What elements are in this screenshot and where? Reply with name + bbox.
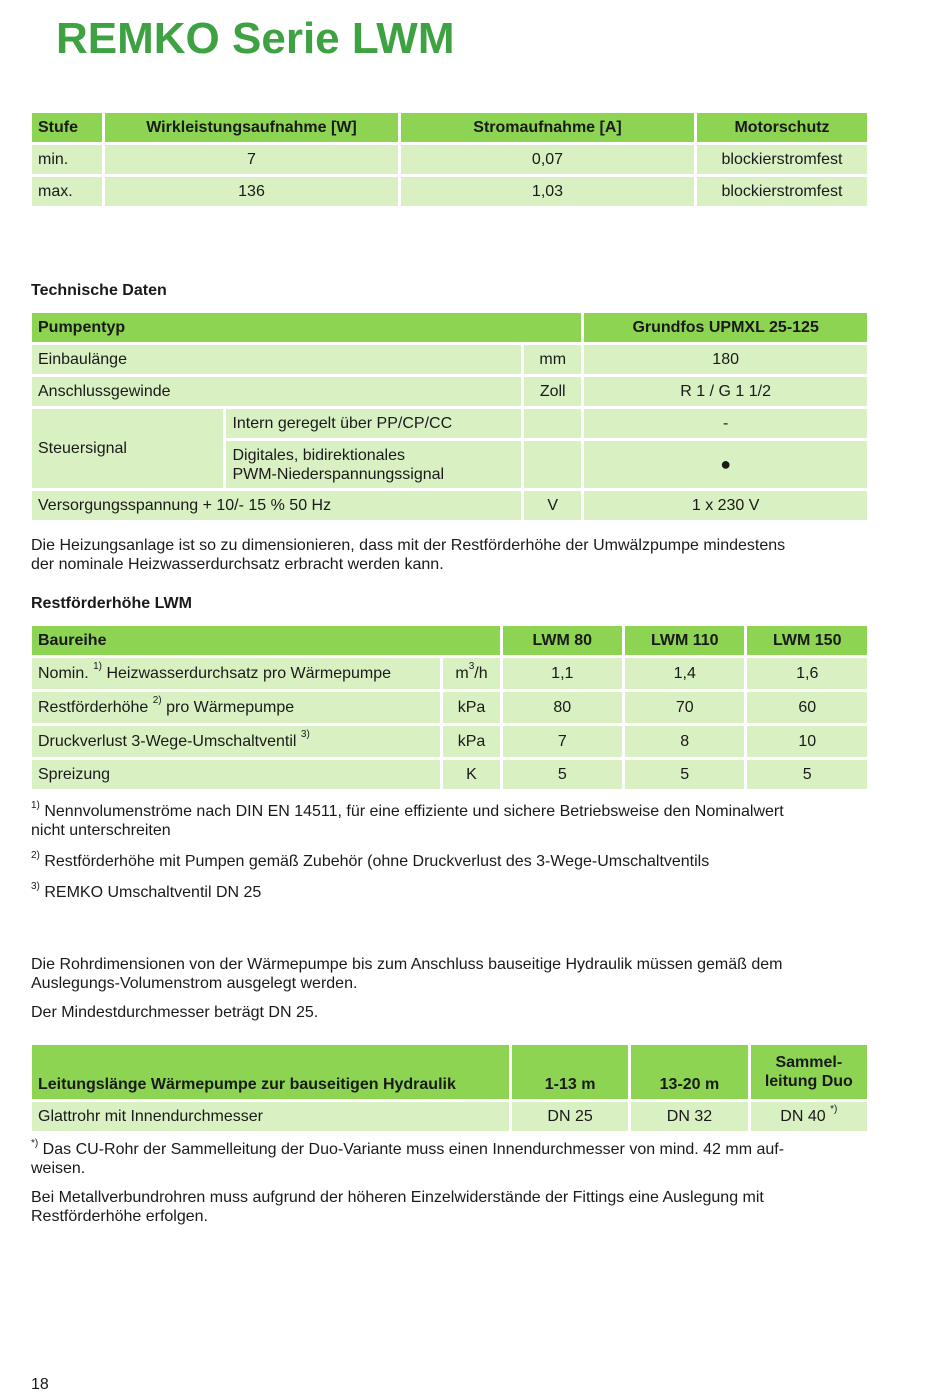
text-line: Der Mindestdurchmesser beträgt DN 25. bbox=[31, 1004, 319, 1021]
table-cell: 8 bbox=[625, 726, 744, 757]
table-cell: DN 25 bbox=[512, 1102, 628, 1131]
table-cell: Einbaulänge bbox=[32, 345, 521, 374]
table-cell: 0,07 bbox=[401, 145, 694, 174]
header-cell bbox=[751, 1045, 867, 1099]
header-cell: Stufe bbox=[32, 113, 102, 142]
tech-heading: Technische Daten bbox=[31, 282, 167, 299]
table-cell: Anschlussgewinde bbox=[32, 377, 521, 406]
table-row bbox=[32, 377, 867, 406]
table-cell: Intern geregelt über PP/CP/CC bbox=[226, 409, 521, 438]
header-cell: Baureihe bbox=[32, 626, 500, 655]
header-cell: Grundfos UPMXL 25-125 bbox=[584, 313, 867, 342]
footnote-mark: 2) bbox=[31, 849, 40, 861]
footnote-mark: *) bbox=[31, 1137, 39, 1149]
steuer-sub2-line1: Digitales, bidirektionales bbox=[232, 446, 405, 464]
table-cell: 1,1 bbox=[503, 658, 622, 689]
table-cell: 5 bbox=[747, 760, 867, 789]
header-cell: LWM 110 bbox=[625, 626, 744, 655]
header-cell: 13-20 m bbox=[631, 1045, 747, 1099]
cell-text: DN 40 bbox=[780, 1107, 826, 1125]
table-cell: min. bbox=[32, 145, 102, 174]
footnote-mark: 1) bbox=[31, 799, 40, 811]
pump-stage-table bbox=[29, 110, 870, 209]
table-row bbox=[32, 658, 867, 689]
table-cell: - bbox=[584, 409, 867, 438]
table-row bbox=[32, 145, 867, 174]
text-line: Bei Metallverbundrohren muss aufgrund der höheren Einzelwiderstände der Fittings eine Auslegung mit bbox=[31, 1189, 764, 1206]
footnote-text: REMKO Umschaltventil DN 25 bbox=[39, 884, 262, 901]
table-cell bbox=[751, 1102, 867, 1131]
footnote-mark: 3) bbox=[300, 729, 310, 741]
table-cell: 7 bbox=[503, 726, 622, 757]
unit-text: /h bbox=[474, 664, 488, 682]
table-cell: 1,03 bbox=[401, 177, 694, 206]
pipe-length-table bbox=[29, 1042, 870, 1134]
table-cell: Spreizung bbox=[32, 760, 440, 789]
footnote-3 bbox=[31, 880, 262, 902]
header-cell: 1-13 m bbox=[512, 1045, 628, 1099]
footnote-text: Restförderhöhe mit Pumpen gemäß Zubehör (ohne Druckverlust des 3-Wege-Umschaltventils bbox=[39, 853, 710, 870]
text-line: Das CU-Rohr der Sammelleitung der Duo-Variante muss einen Innendurchmesser von mind. 42 mm auf- bbox=[38, 1141, 785, 1158]
unit-cell: mm bbox=[524, 345, 581, 374]
footnote-text: nicht unterschreiten bbox=[31, 822, 171, 839]
table-cell: Glattrohr mit Innendurchmesser bbox=[32, 1102, 509, 1131]
table-header-row bbox=[32, 626, 867, 655]
header-cell: LWM 80 bbox=[503, 626, 622, 655]
table-row bbox=[32, 726, 867, 757]
table-cell: 1,4 bbox=[625, 658, 744, 689]
table-header-row bbox=[32, 113, 867, 142]
text-line: Die Rohrdimensionen von der Wärmepumpe bis zum Anschluss bauseitige Hydraulik müssen gemäß dem bbox=[31, 956, 783, 973]
table-cell: 5 bbox=[625, 760, 744, 789]
unit-text: m bbox=[455, 664, 469, 682]
header-cell: Stromaufnahme [A] bbox=[401, 113, 694, 142]
table-cell: R 1 / G 1 1/2 bbox=[584, 377, 867, 406]
unit-cell bbox=[443, 658, 499, 689]
table-cell: DN 32 bbox=[631, 1102, 747, 1131]
restfoerderhoehe-table bbox=[29, 623, 870, 792]
label-text: Restförderhöhe bbox=[38, 698, 153, 716]
text-line: Auslegungs-Volumenstrom ausgelegt werden. bbox=[31, 975, 358, 992]
table-cell: 7 bbox=[105, 145, 398, 174]
table-cell: 136 bbox=[105, 177, 398, 206]
table-row bbox=[32, 1102, 867, 1131]
paragraph-pipe-dimensions bbox=[31, 955, 782, 1022]
table-row bbox=[32, 692, 867, 723]
footnote-mark: *) bbox=[830, 1104, 838, 1116]
page-number: 18 bbox=[31, 1376, 49, 1393]
table-row bbox=[32, 409, 867, 438]
footnote-1 bbox=[31, 799, 784, 840]
rest-heading: Restförderhöhe LWM bbox=[31, 595, 192, 612]
footnote-text: Nennvolumenströme nach DIN EN 14511, für eine effiziente und sichere Betriebsweise den Nominalwert bbox=[39, 803, 784, 820]
table-cell bbox=[32, 726, 440, 757]
text-line: der nominale Heizwasserdurchsatz erbracht werden kann. bbox=[31, 556, 444, 573]
table-cell: Steuersignal bbox=[32, 409, 223, 488]
table-cell: 180 bbox=[584, 345, 867, 374]
table-cell: 1 x 230 V bbox=[584, 491, 867, 520]
table-cell: Versorgungsspannung + 10/- 15 % 50 Hz bbox=[32, 491, 521, 520]
label-text: Druckverlust 3-Wege-Umschaltventil bbox=[38, 732, 301, 750]
table-cell: max. bbox=[32, 177, 102, 206]
steuer-sub2-line2: PWM-Niederspannungssignal bbox=[232, 465, 445, 483]
table-header-row bbox=[32, 1045, 867, 1099]
unit-cell: Zoll bbox=[524, 377, 581, 406]
footnote-mark: 1) bbox=[93, 661, 103, 673]
table-row bbox=[32, 491, 867, 520]
table-cell: blockierstromfest bbox=[697, 177, 867, 206]
text-line: Die Heizungsanlage ist so zu dimensionieren, dass mit der Restförderhöhe der Umwälzpumpe mindestens bbox=[31, 537, 786, 554]
label-text: Nomin. bbox=[38, 664, 94, 682]
header-cell: Pumpentyp bbox=[32, 313, 581, 342]
table-cell bbox=[32, 692, 440, 723]
table-cell: 80 bbox=[503, 692, 622, 723]
footnote-mark: 3) bbox=[31, 880, 40, 892]
header-cell: Wirkleistungsaufnahme [W] bbox=[105, 113, 398, 142]
bullet-mark: ● bbox=[584, 441, 867, 488]
header-text: leitung Duo bbox=[764, 1073, 853, 1090]
table-cell bbox=[32, 658, 440, 689]
unit-cell: kPa bbox=[443, 692, 499, 723]
table-cell: 1,6 bbox=[747, 658, 867, 689]
table-row bbox=[32, 345, 867, 374]
text-line: weisen. bbox=[31, 1160, 86, 1177]
table-row bbox=[32, 177, 867, 206]
unit-cell: V bbox=[524, 491, 581, 520]
header-text: Sammel- bbox=[775, 1054, 843, 1071]
header-cell: LWM 150 bbox=[747, 626, 867, 655]
footnote-2 bbox=[31, 849, 710, 871]
tech-data-table bbox=[29, 310, 870, 523]
table-cell: 10 bbox=[747, 726, 867, 757]
unit-exponent: 3 bbox=[468, 661, 475, 673]
paragraph-dimensioning bbox=[31, 536, 785, 574]
table-cell: blockierstromfest bbox=[697, 145, 867, 174]
label-text: pro Wärmepumpe bbox=[161, 698, 295, 716]
header-cell: Leitungslänge Wärmepumpe zur bauseitigen Hydraulik bbox=[32, 1045, 509, 1099]
paragraph-cu-pipe bbox=[31, 1137, 785, 1226]
label-text: Heizwasserdurchsatz pro Wärmepumpe bbox=[102, 664, 392, 682]
table-cell: 5 bbox=[503, 760, 622, 789]
table-cell: 70 bbox=[625, 692, 744, 723]
text-line: Restförderhöhe erfolgen. bbox=[31, 1208, 208, 1225]
unit-cell bbox=[524, 441, 581, 488]
table-header-row bbox=[32, 313, 867, 342]
table-cell bbox=[226, 441, 521, 488]
unit-cell: K bbox=[443, 760, 499, 789]
table-cell: 60 bbox=[747, 692, 867, 723]
header-cell: Motorschutz bbox=[697, 113, 867, 142]
unit-cell bbox=[524, 409, 581, 438]
unit-cell: kPa bbox=[443, 726, 499, 757]
footnote-mark: 2) bbox=[152, 695, 162, 707]
page-title: REMKO Serie LWM bbox=[56, 14, 455, 63]
table-row bbox=[32, 760, 867, 789]
